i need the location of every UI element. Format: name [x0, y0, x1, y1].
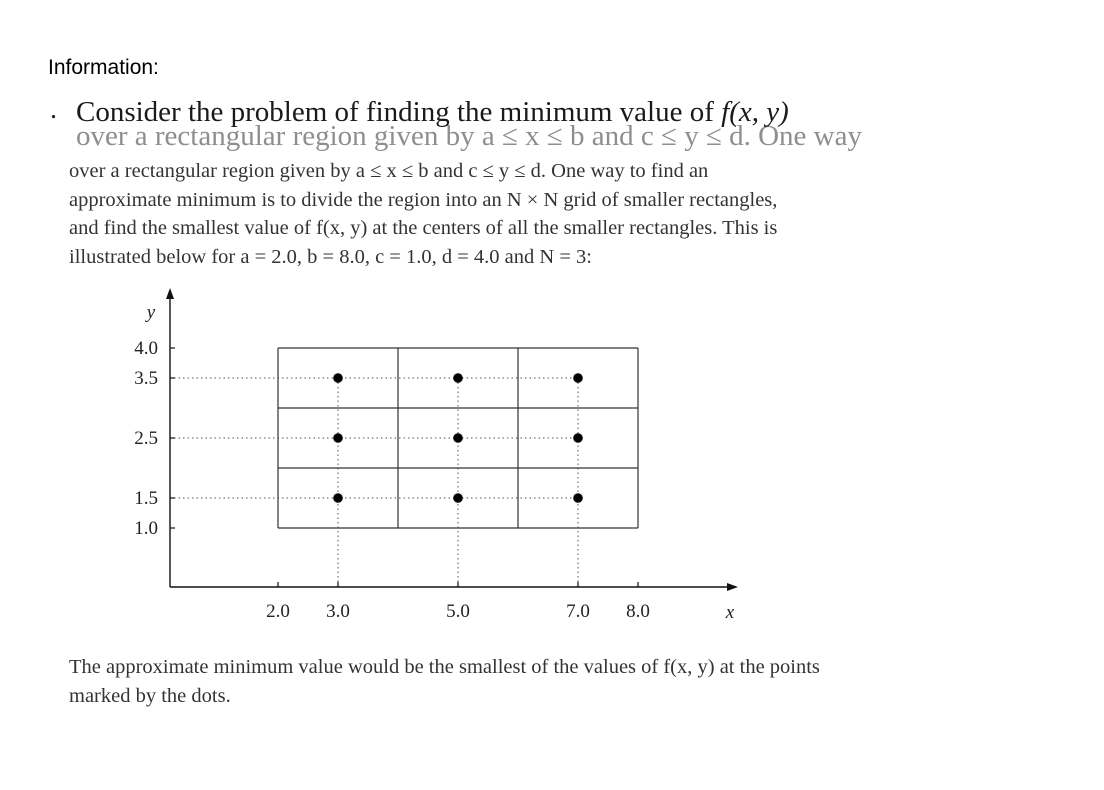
- y-tick-label: 4.0: [134, 338, 158, 359]
- y-tick-label: 3.5: [134, 368, 158, 389]
- center-dot: [573, 493, 583, 503]
- center-dot: [453, 373, 463, 383]
- x-tick-label: 5.0: [446, 601, 470, 622]
- clipped-line-text: over a rectangular region given by a ≤ x ≤ b and c ≤ y ≤ d. One way: [76, 120, 862, 152]
- y-axis-arrow: [166, 288, 174, 299]
- x-tick-label: 7.0: [566, 601, 590, 622]
- paragraph-line: and find the smallest value of f(x, y) at the centers of all the smaller rectangles. This is: [69, 217, 778, 239]
- x-tick-label: 8.0: [626, 601, 650, 622]
- paragraph-line: illustrated below for a = 2.0, b = 8.0, c = 1.0, d = 4.0 and N = 3:: [69, 245, 592, 268]
- center-dot: [573, 433, 583, 443]
- information-label: Information:: [48, 56, 159, 79]
- y-tick-label: 1.0: [134, 518, 158, 539]
- paragraph-line: over a rectangular region given by a ≤ x ≤ b and c ≤ y ≤ d. One way to find an: [69, 160, 709, 182]
- center-dot: [333, 373, 343, 383]
- ticks: [134, 338, 650, 622]
- center-dot: [333, 433, 343, 443]
- paragraph-line: approximate minimum is to divide the region into an N × N grid of smaller rectangles,: [69, 188, 778, 211]
- center-dot: [333, 493, 343, 503]
- center-dot: [573, 373, 583, 383]
- y-axis-label: y: [146, 302, 156, 323]
- center-dot: [453, 493, 463, 503]
- center-dot: [453, 433, 463, 443]
- list-bullet: .: [50, 94, 57, 125]
- heading-math: f(x, y): [721, 96, 789, 128]
- y-tick-label: 2.5: [134, 428, 158, 449]
- x-tick-label: 2.0: [266, 601, 290, 622]
- heading-text: Consider the problem of finding the minimum value of: [76, 96, 722, 128]
- y-tick-label: 1.5: [134, 488, 158, 509]
- axes: [166, 288, 738, 591]
- caption-line: marked by the dots.: [69, 684, 231, 707]
- figure-caption: [69, 653, 989, 710]
- caption-line: The approximate minimum value would be the smallest of the values of f(x, y) at the points: [69, 656, 820, 678]
- x-axis-label: x: [725, 602, 735, 623]
- x-axis-arrow: [727, 583, 738, 591]
- x-tick-label: 3.0: [326, 601, 350, 622]
